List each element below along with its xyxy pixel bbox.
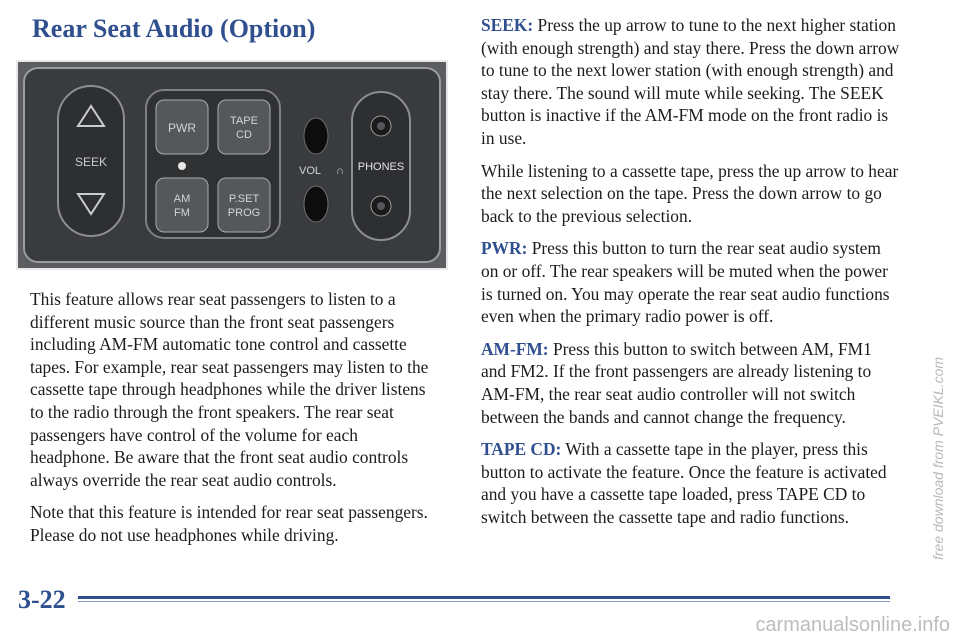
- cd-label: CD: [236, 129, 252, 141]
- footer-rule-thin: [78, 601, 890, 602]
- note-paragraph: Note that this feature is intended for rear seat passengers. Please do not use headphones while driving.: [30, 502, 428, 545]
- indicator-dot: [178, 162, 186, 170]
- fm-label: FM: [174, 207, 190, 219]
- cassette-paragraph: While listening to a cassette tape, press the up arrow to hear the next selection on the tape. Press the down arrow to go back to the previous selection.: [481, 160, 899, 226]
- tape-cd-button: [218, 100, 270, 154]
- pset-prog-button: [218, 178, 270, 232]
- seek-label: SEEK: [74, 155, 108, 169]
- right-column: [481, 14, 901, 538]
- pwr-text: Press this button to turn the rear seat audio system on or off. The rear speakers will be muted when the power is turned on. You may operate the rear seat audio functions even when the primary radio power is off.: [481, 238, 890, 327]
- rear-seat-audio-controls-image: [16, 60, 448, 270]
- left-column: [30, 288, 440, 557]
- headphone-icon: ∩: [336, 165, 344, 177]
- amfm-paragraph: [481, 338, 901, 428]
- am-label: AM: [173, 193, 191, 205]
- volume-down-knob: [304, 186, 328, 222]
- page-number: 3-22: [18, 585, 66, 614]
- pwr-label: PWR: [168, 121, 196, 135]
- seek-paragraph: [481, 14, 901, 150]
- seek-text: Press the up arrow to tune to the next higher station (with enough strength) and stay there. Press the down arrow to tune to the next lower station (with enough strength) and stay there. The sound will mute while seeking. The SEEK button is inactive if the AM-FM mode on the front radio is in use.: [481, 15, 900, 148]
- page-title: Rear Seat Audio (Option): [32, 14, 316, 43]
- vol-label: VOL: [298, 165, 322, 177]
- am-fm-button: [156, 178, 208, 232]
- tapecd-text: With a cassette tape in the player, press this button to activate the feature. Once the feature is activated and you have a cassette tape loaded, press TAPE CD to switch between the cassette tape and radio functions.: [481, 439, 887, 527]
- pwr-term: PWR:: [481, 238, 528, 259]
- pwr-paragraph: [481, 237, 901, 327]
- rear-seat-audio-panel-illustration: [18, 62, 446, 268]
- phones-label: PHONES: [357, 161, 405, 173]
- tapecd-paragraph: [481, 438, 901, 528]
- intro-paragraph: This feature allows rear seat passengers to listen to a different music source than the front seat passengers including AM-FM automatic tone control and cassette tapes. For example, rear seat passengers may listen to the cassette tape through headphones while the driver listens to the radio through the front speakers. The rear seat passengers have control of the volume for each headphone. Be aware that the front seat audio controls always override the rear seat audio controls.: [30, 289, 429, 490]
- pset-label: P.SET: [228, 193, 260, 205]
- footer-rule: [78, 596, 890, 599]
- prog-label: PROG: [227, 207, 261, 219]
- tapecd-term: TAPE CD:: [481, 439, 562, 460]
- volume-up-knob: [304, 118, 328, 154]
- seek-term: SEEK:: [481, 15, 534, 35]
- bottom-watermark: carmanualsonline.info: [755, 614, 950, 636]
- amfm-text: Press this button to switch between AM, FM1 and FM2. If the front passengers are already listening to AM-FM, the rear seat audio controller will not switch between the bands and cannot change the frequency.: [481, 338, 872, 427]
- side-watermark: free download from PVEIKL.com: [930, 356, 946, 560]
- tape-label: TAPE: [230, 115, 258, 127]
- amfm-term: AM-FM:: [481, 338, 549, 359]
